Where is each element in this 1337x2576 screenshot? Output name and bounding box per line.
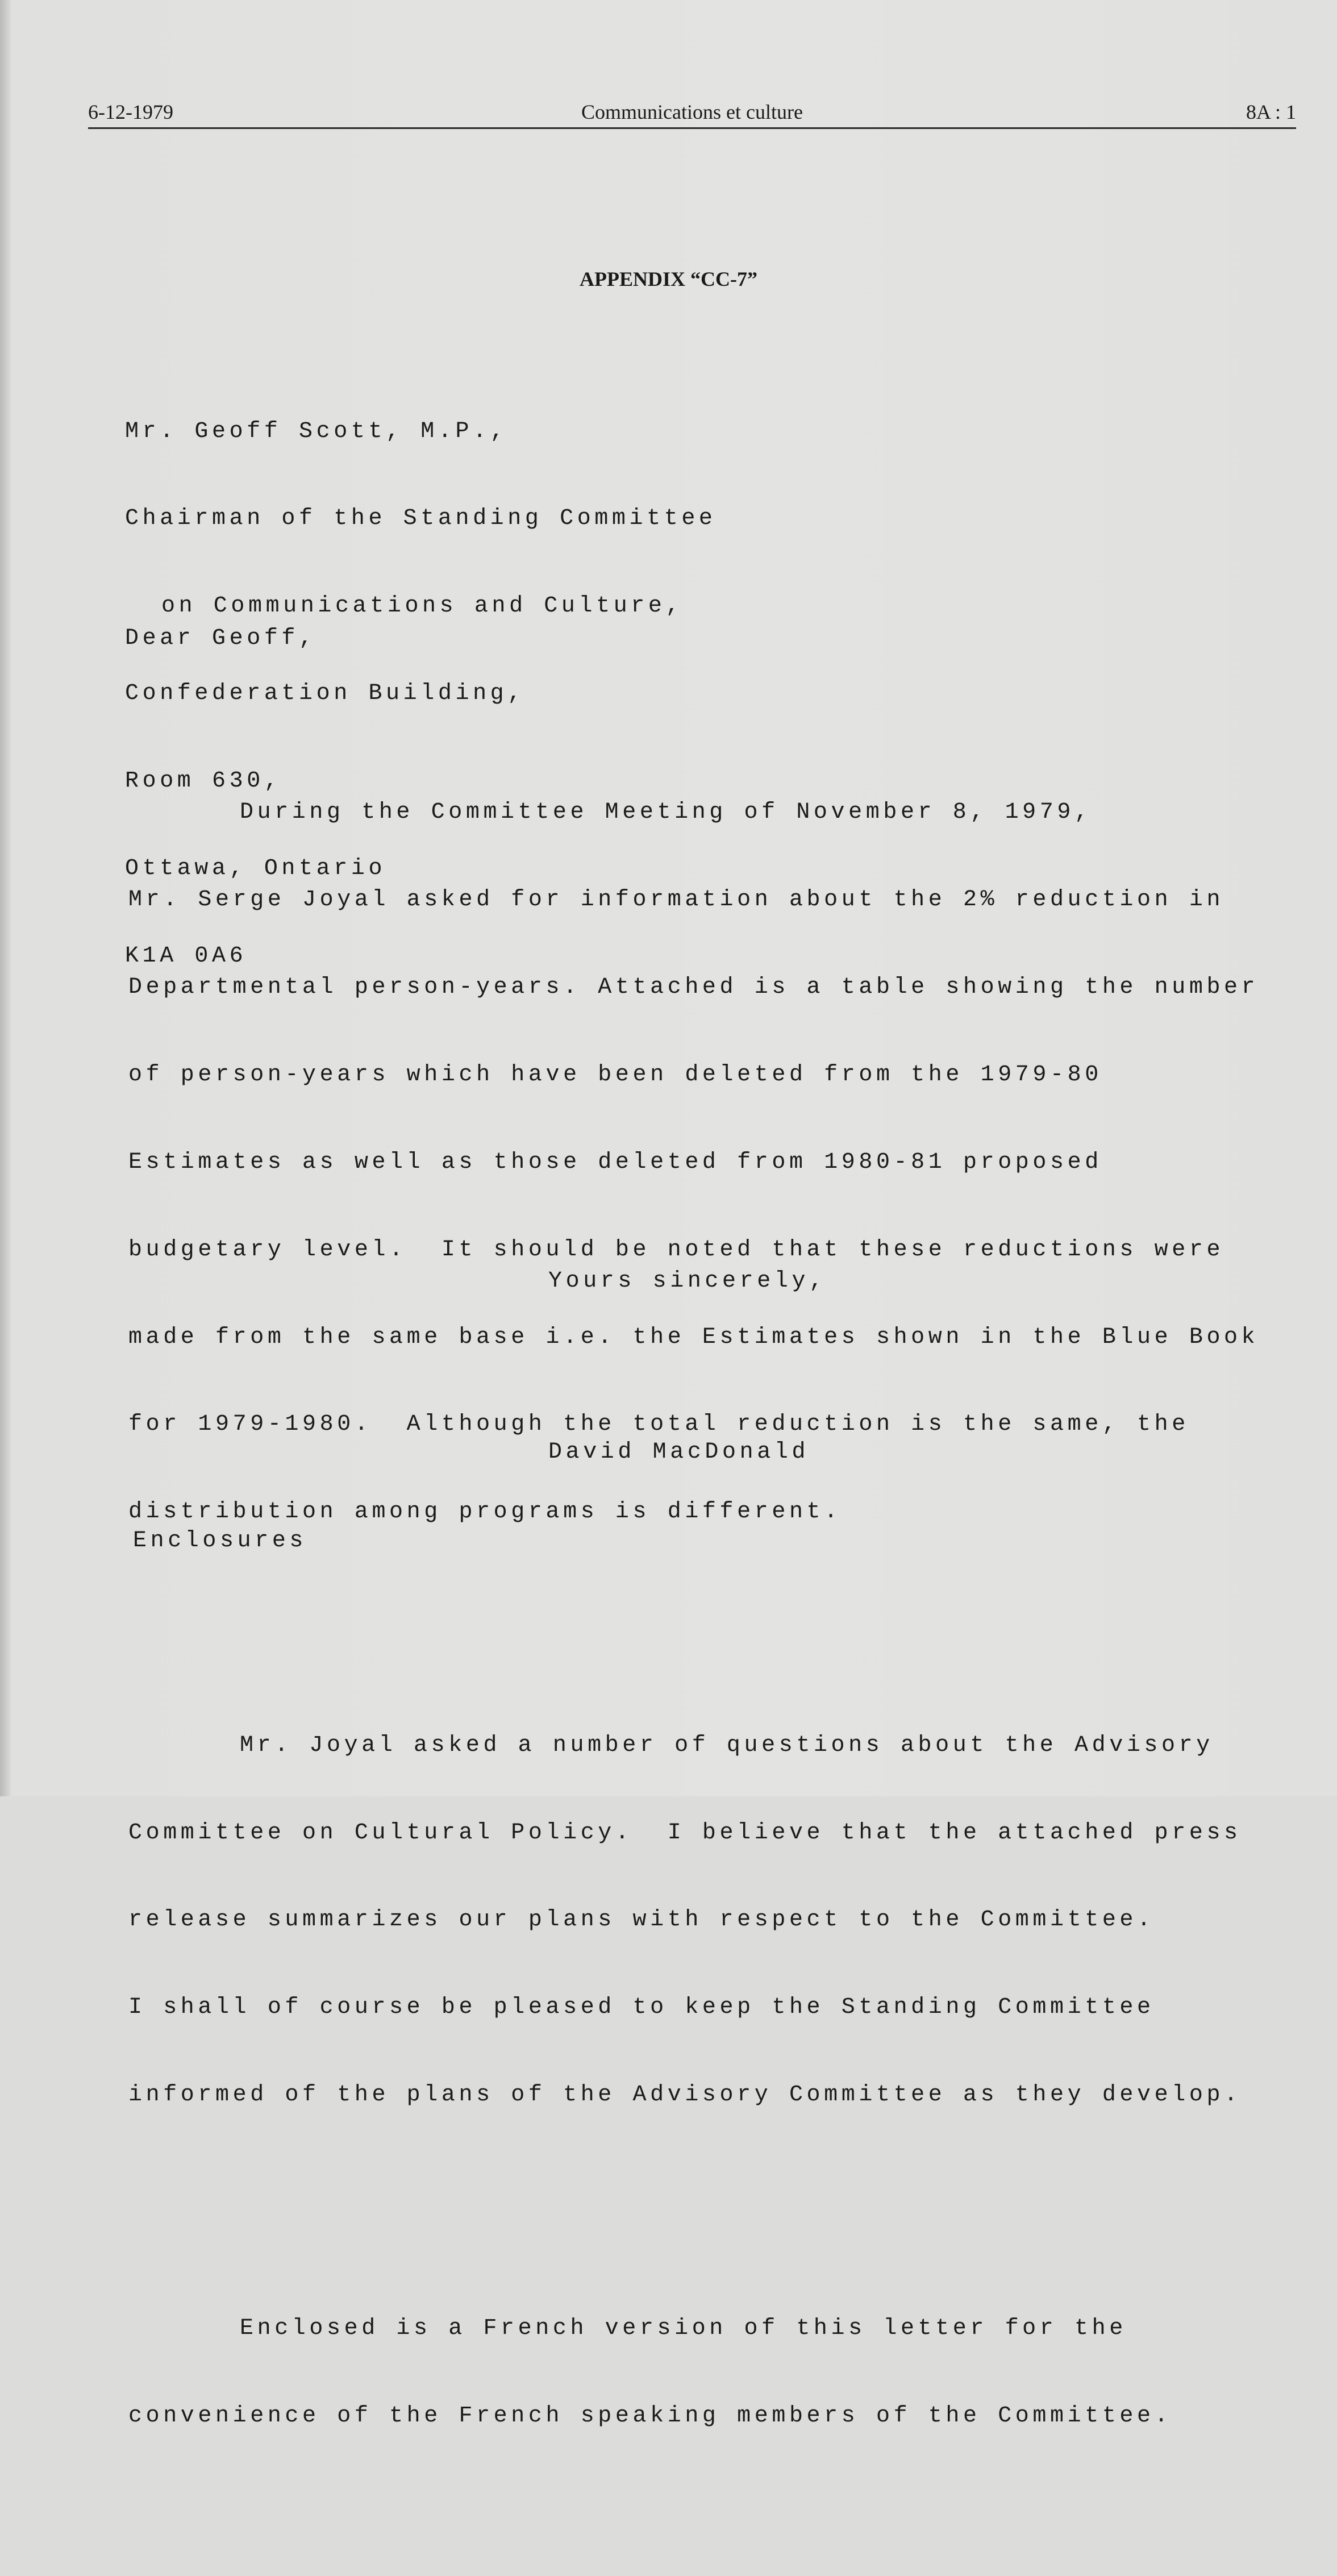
address-line: on Communications and Culture, [161, 593, 684, 619]
paragraph-line: budgetary level. It should be noted that these reductions were [128, 1237, 1224, 1263]
paragraph-line: Enclosed is a French version of this letter for the [240, 2315, 1127, 2341]
paragraph [128, 2255, 1259, 2488]
paragraph-line: Mr. Serge Joyal asked for information about the 2% reduction in [128, 887, 1224, 913]
paragraph-line: During the Committee Meeting of November 8, 1979, [240, 800, 1092, 826]
paragraph-line: release summarizes our plans with respect to the Committee. [128, 1907, 1155, 1933]
paragraph-line: Mr. Joyal asked a number of questions about the Advisory [240, 1732, 1214, 1758]
salutation: Dear Geoff, [125, 626, 316, 651]
address-line: Ottawa, Ontario [125, 856, 386, 882]
paragraph-line: of person-years which have been deleted from the 1979-80 [128, 1062, 1102, 1088]
address-line: Mr. Geoff Scott, M.P., [125, 418, 508, 444]
address-line: K1A 0A6 [125, 943, 247, 969]
paragraph [128, 1672, 1259, 2168]
paragraph-line: for 1979-1980. Although the total reduction is the same, the [128, 1412, 1189, 1438]
closing: Yours sincerely, [548, 1268, 827, 1294]
appendix-title: APPENDIX “CC-7” [580, 268, 757, 290]
paragraph-line: Departmental person-years. Attached is a table showing the number [128, 974, 1259, 1000]
address-line: Chairman of the Standing Committee [125, 506, 717, 532]
header-date: 6-12-1979 [88, 101, 173, 123]
header-title: Communications et culture [581, 101, 803, 123]
address-line: Confederation Building, [125, 681, 525, 707]
paragraph-line: convenience of the French speaking members of the Committee. [128, 2403, 1172, 2429]
letter-body [128, 681, 1259, 2576]
paragraph-line: informed of the plans of the Advisory Committee as they develop. [128, 2082, 1242, 2108]
header-page-number: 8A : 1 [1246, 101, 1296, 123]
enclosures-note: Enclosures [133, 1528, 307, 1554]
paragraph-line: I shall of course be pleased to keep the Standing Committee [128, 1995, 1155, 2021]
paragraph-line: Committee on Cultural Policy. I believe that the attached press [128, 1820, 1242, 1846]
signature-name: David MacDonald [548, 1439, 810, 1465]
paragraph-line: Estimates as well as those deleted from 1980-81 proposed [128, 1149, 1102, 1175]
running-header [88, 98, 1296, 129]
paragraph-line: made from the same base i.e. the Estimates shown in the Blue Book [128, 1324, 1259, 1350]
paragraph-line: distribution among programs is different. [128, 1499, 842, 1525]
address-line: Room 630, [125, 768, 282, 794]
